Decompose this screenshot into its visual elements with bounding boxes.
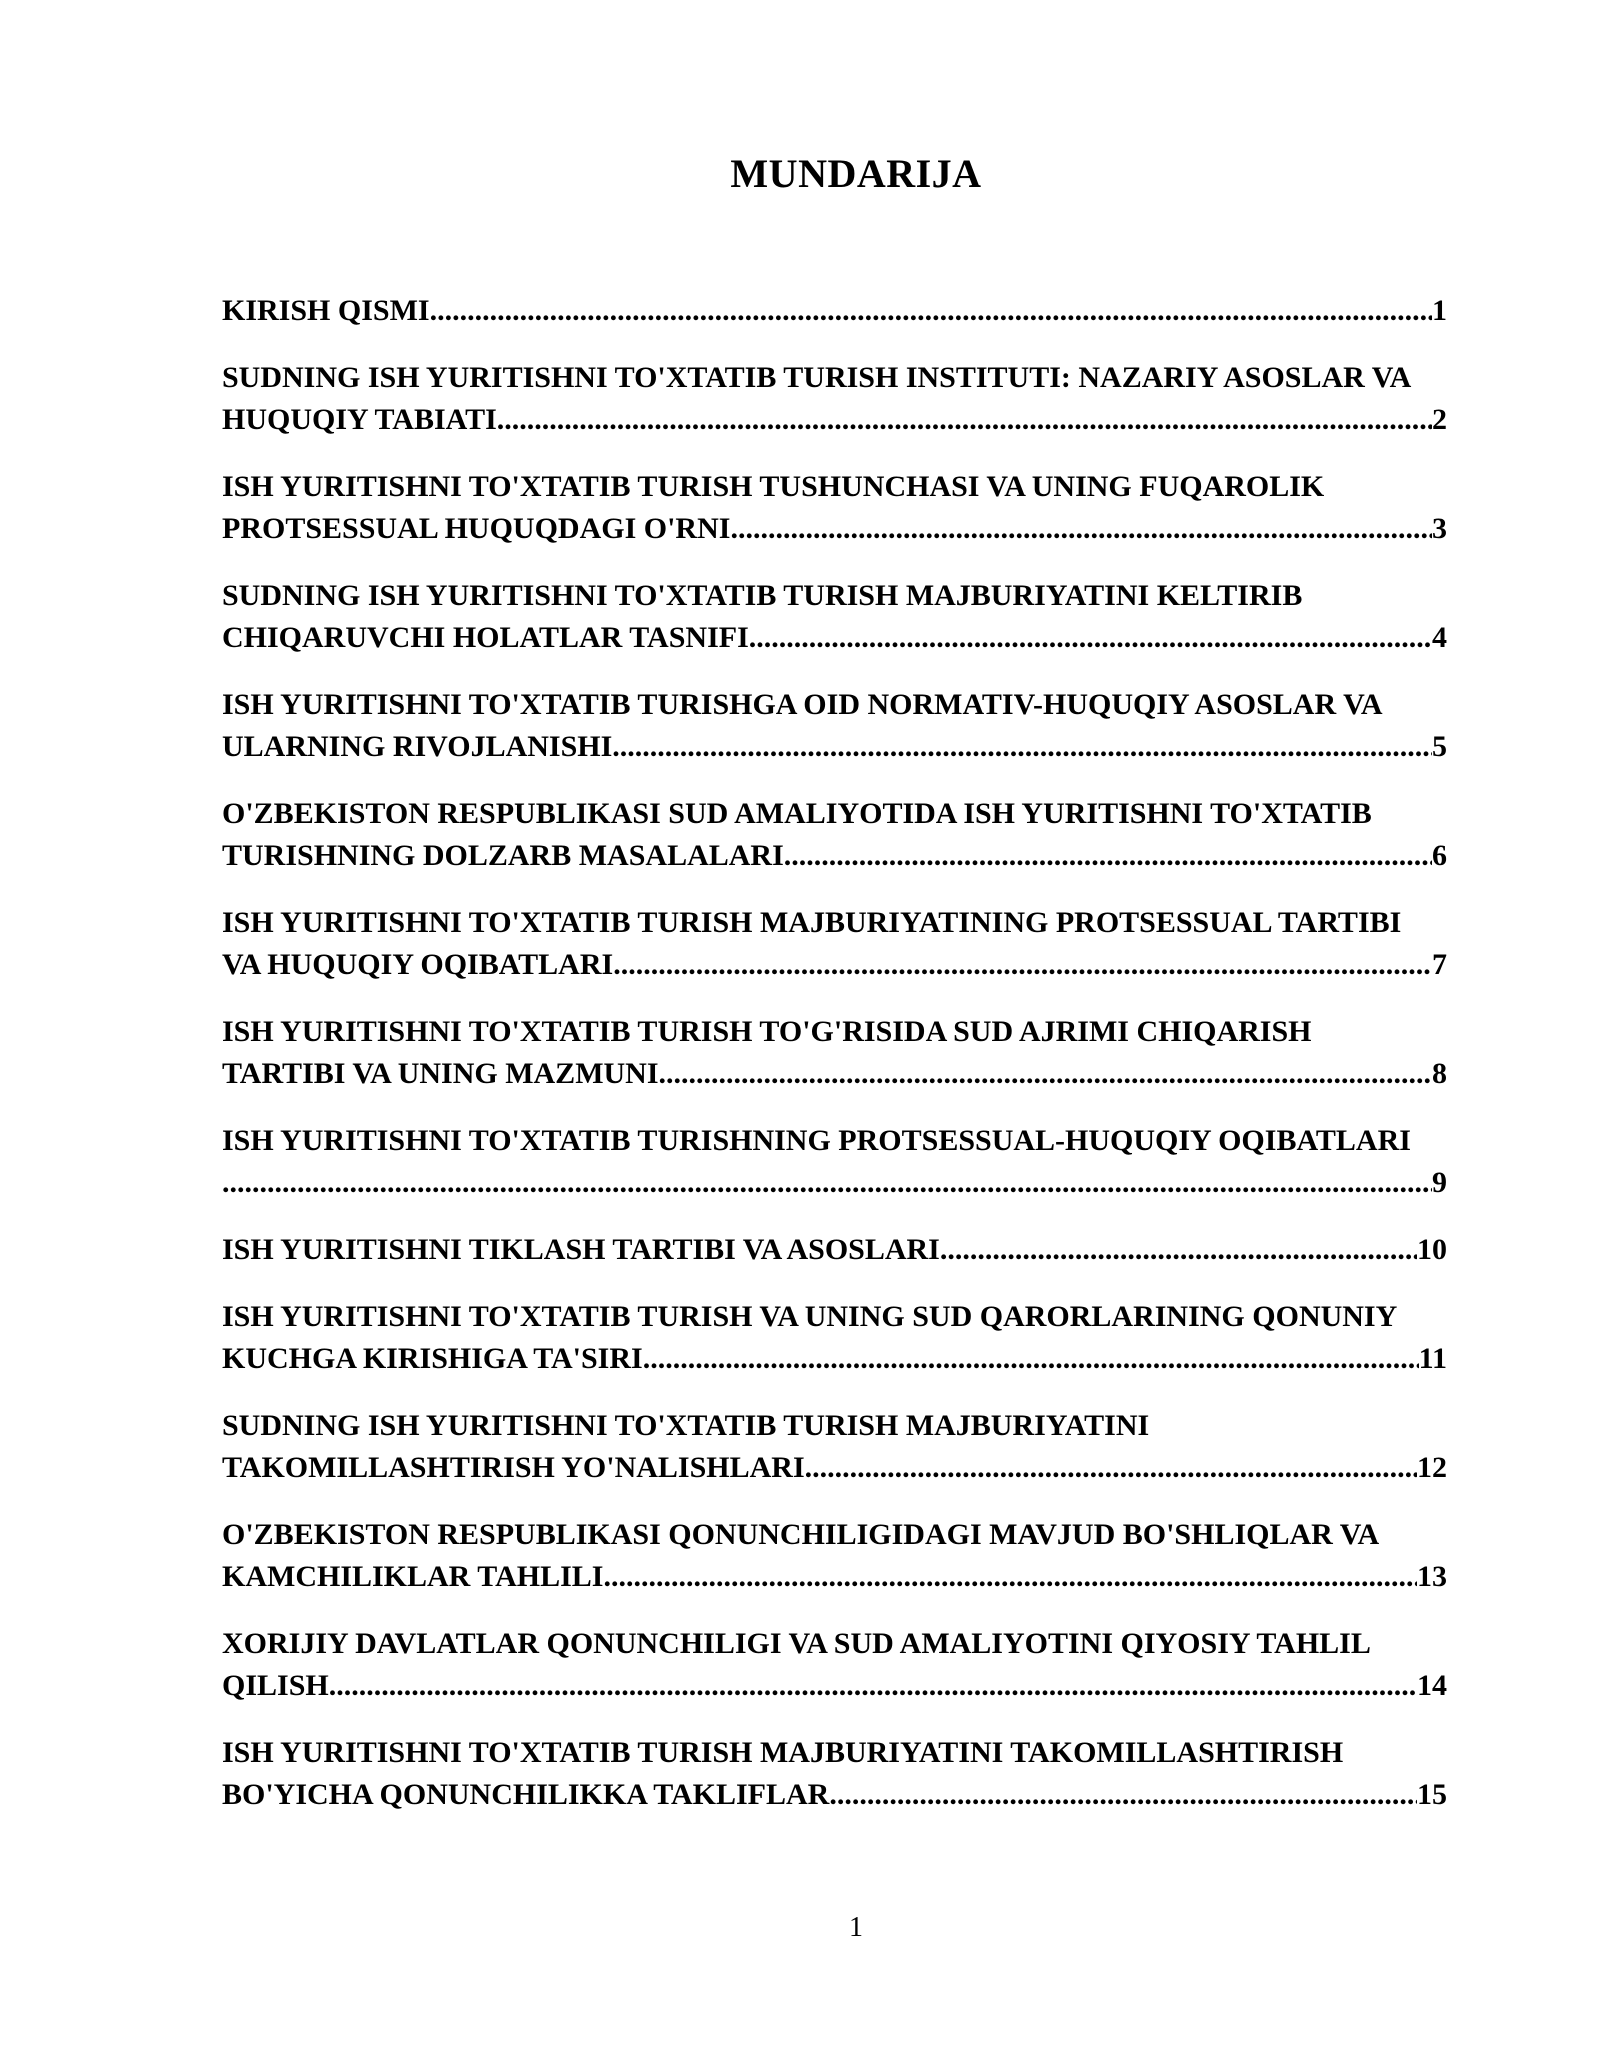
toc-entry-page-number: 2 [1432, 403, 1447, 436]
toc-entry-leader-line [222, 1556, 1447, 1598]
dot-leader [659, 1053, 1432, 1095]
dot-leader [805, 1447, 1417, 1489]
toc-entry[interactable] [222, 1229, 1482, 1271]
toc-entry[interactable] [222, 1011, 1482, 1095]
toc-entry[interactable] [222, 1405, 1482, 1489]
toc-entry-title-line: ISH YURITISHNI TO'XTATIB TURISH TUSHUNCHASI VA UNING FUQAROLIK [222, 470, 1325, 503]
toc-entry-page-number: 7 [1432, 948, 1447, 981]
toc-entry-page-number: 5 [1432, 730, 1447, 763]
toc-entry-page-number: 1 [1432, 294, 1447, 327]
dot-leader [730, 508, 1432, 550]
toc-entry[interactable] [222, 1296, 1482, 1380]
toc-entry-title-line: ISH YURITISHNI TO'XTATIB TURISH MAJBURIYATINING PROTSESSUAL TARTIBI [222, 906, 1402, 939]
toc-entry-title-line: PROTSESSUAL HUQUQDAGI O'RNI [222, 512, 731, 545]
dot-leader [430, 290, 1432, 332]
toc-entry-title-line: ISH YURITISHNI TO'XTATIB TURISH MAJBURIYATINI TAKOMILLASHTIRISH [222, 1736, 1344, 1769]
toc-entry-title-line: SUDNING ISH YURITISHNI TO'XTATIB TURISH MAJBURIYATINI [222, 1409, 1150, 1442]
toc-entry-title-line: ISH YURITISHNI TIKLASH TARTIBI VA ASOSLARI [222, 1233, 940, 1266]
page-title: MUNDARIJA [730, 151, 982, 196]
toc-entry-title-line: KIRISH QISMI [222, 294, 430, 327]
dot-leader [222, 1162, 1432, 1204]
toc-entry-title-line: ISH YURITISHNI TO'XTATIB TURISHGA OID NORMATIV-HUQUQIY ASOSLAR VA [222, 688, 1383, 721]
toc-entry-page-number: 13 [1417, 1560, 1447, 1593]
dot-leader [612, 726, 1432, 768]
toc-entry-title-line: SUDNING ISH YURITISHNI TO'XTATIB TURISH INSTITUTI: NAZARIY ASOSLAR VA [222, 361, 1412, 394]
toc-entry-leader-line [222, 1053, 1447, 1095]
toc-entry-page-number: 14 [1417, 1669, 1447, 1702]
toc-entry[interactable] [222, 902, 1482, 986]
toc-entry-page-number: 10 [1417, 1233, 1447, 1266]
toc-entry-leader-line [222, 944, 1447, 986]
toc-entry-title-line: KAMCHILIKLAR TAHLILI [222, 1560, 604, 1593]
toc-entry-title-line: ULARNING RIVOJLANISHI [222, 730, 613, 763]
dot-leader [329, 1665, 1417, 1707]
toc-entry-title-line: TAKOMILLASHTIRISH YO'NALISHLARI [222, 1451, 805, 1484]
toc-entry-page-number: 9 [1432, 1166, 1447, 1199]
toc-entry[interactable] [222, 1623, 1482, 1707]
toc-entry-leader-line [222, 508, 1447, 550]
toc-entry-page-number: 3 [1432, 512, 1447, 545]
dot-leader [613, 944, 1432, 986]
toc-entry-title-line: HUQUQIY TABIATI [222, 403, 497, 436]
toc-entry-leader-line [222, 399, 1447, 441]
toc-entry[interactable] [222, 357, 1482, 441]
toc-entry[interactable] [222, 1514, 1482, 1598]
toc-entry-leader-line [222, 617, 1447, 659]
toc-entry-title-line: ISH YURITISHNI TO'XTATIB TURISH VA UNING SUD QARORLARINING QONUNIY [222, 1300, 1398, 1333]
toc-entry-title-line: SUDNING ISH YURITISHNI TO'XTATIB TURISH MAJBURIYATINI KELTIRIB [222, 579, 1303, 612]
toc-entry-title-line: ISH YURITISHNI TO'XTATIB TURISH TO'G'RISIDA SUD AJRIMI CHIQARISH [222, 1015, 1312, 1048]
dot-leader [603, 1556, 1417, 1598]
toc-entry-page-number: 6 [1432, 839, 1447, 872]
toc-entry-page-number: 12 [1417, 1451, 1447, 1484]
toc-entry-leader-line [222, 726, 1447, 768]
toc-entry-leader-line [222, 290, 1447, 332]
toc-entry-leader-line [222, 1162, 1447, 1204]
toc-entry-title-line: ISH YURITISHNI TO'XTATIB TURISHNING PROTSESSUAL-HUQUQIY OQIBATLARI [222, 1124, 1411, 1157]
toc-entry-page-number: 11 [1418, 1342, 1447, 1375]
toc-entry[interactable] [222, 1120, 1482, 1204]
toc-entry-title-line: TURISHNING DOLZARB MASALALARI [222, 839, 784, 872]
toc-entry-title-line: BO'YICHA QONUNCHILIKKA TAKLIFLAR [222, 1778, 830, 1811]
page-number: 1 [849, 1912, 863, 1943]
toc-entry-leader-line [222, 1665, 1447, 1707]
table-of-contents [222, 290, 1482, 1841]
toc-entry[interactable] [222, 793, 1482, 877]
toc-entry-title-line: QILISH [222, 1669, 329, 1702]
toc-entry-title-line: XORIJIY DAVLATLAR QONUNCHILIGI VA SUD AMALIYOTINI QIYOSIY TAHLIL [222, 1627, 1371, 1660]
toc-entry-leader-line [222, 1229, 1447, 1271]
toc-entry-page-number: 4 [1432, 621, 1447, 654]
toc-entry-leader-line [222, 1774, 1447, 1816]
dot-leader [497, 399, 1432, 441]
dot-leader [643, 1338, 1419, 1380]
dot-leader [940, 1229, 1417, 1271]
toc-entry-title-line: O'ZBEKISTON RESPUBLIKASI QONUNCHILIGIDAGI MAVJUD BO'SHLIQLAR VA [222, 1518, 1380, 1551]
toc-entry-title-line: CHIQARUVCHI HOLATLAR TASNIFI [222, 621, 749, 654]
toc-entry-title-line: KUCHGA KIRISHIGA TA'SIRI [222, 1342, 643, 1375]
dot-leader [784, 835, 1432, 877]
toc-entry-leader-line [222, 1338, 1447, 1380]
toc-entry-title-line: VA HUQUQIY OQIBATLARI [222, 948, 614, 981]
toc-entry-page-number: 15 [1417, 1778, 1447, 1811]
toc-entry-leader-line [222, 1447, 1447, 1489]
toc-entry[interactable] [222, 684, 1482, 768]
dot-leader [829, 1774, 1417, 1816]
toc-entry[interactable] [222, 290, 1482, 332]
toc-entry[interactable] [222, 466, 1482, 550]
toc-entry-title-line: TARTIBI VA UNING MAZMUNI [222, 1057, 659, 1090]
toc-entry-leader-line [222, 835, 1447, 877]
toc-entry[interactable] [222, 1732, 1482, 1816]
toc-entry[interactable] [222, 575, 1482, 659]
dot-leader [749, 617, 1432, 659]
toc-entry-page-number: 8 [1432, 1057, 1447, 1090]
toc-entry-title-line: O'ZBEKISTON RESPUBLIKASI SUD AMALIYOTIDA ISH YURITISHNI TO'XTATIB [222, 797, 1372, 830]
